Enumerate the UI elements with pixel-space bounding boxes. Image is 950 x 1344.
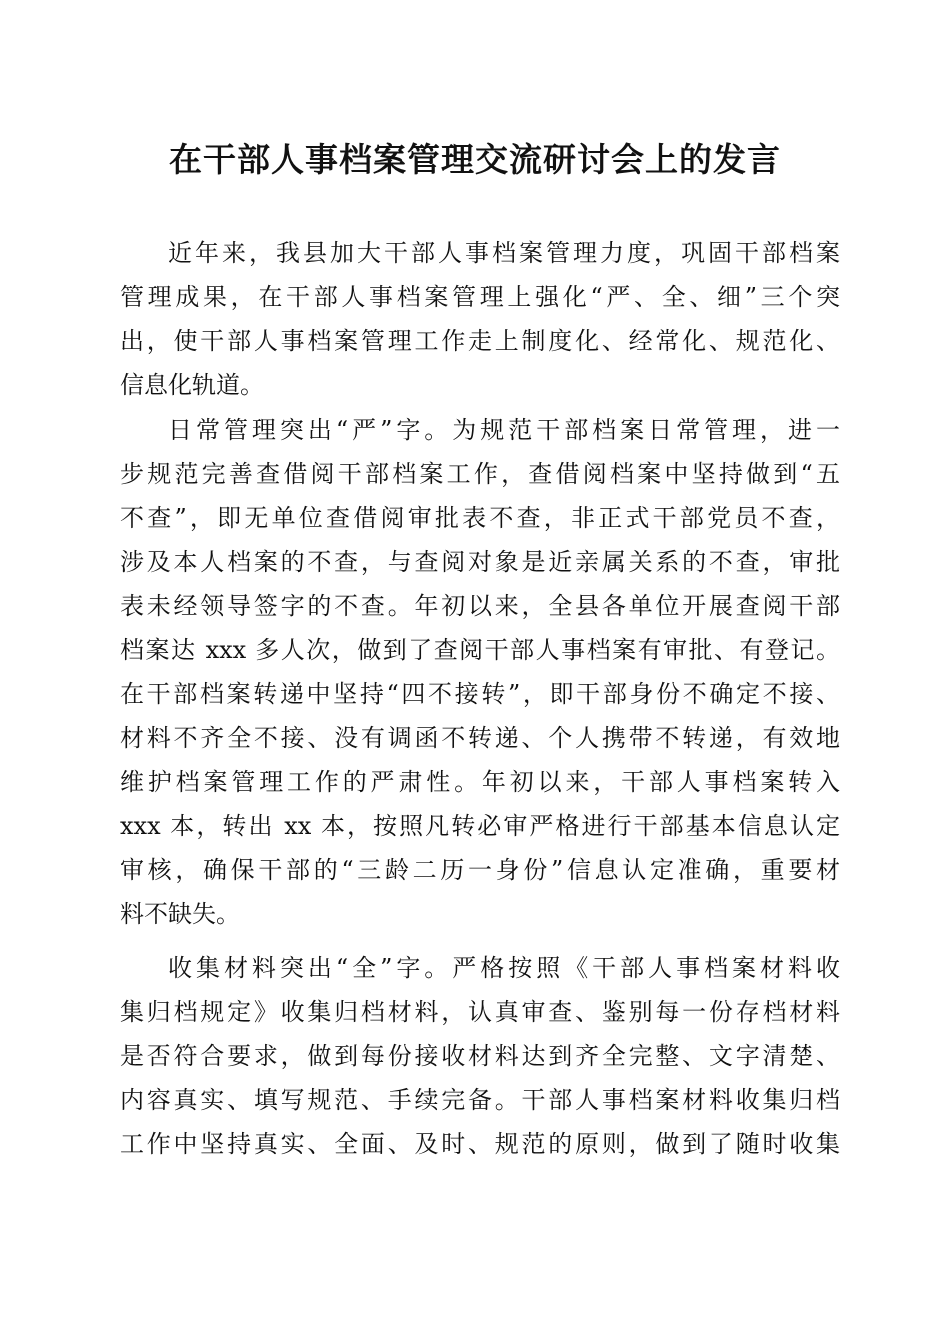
paragraph-2-line-5: 表未经领导签字的不查。年初以来，全县各单位开展查阅干部 (120, 592, 840, 620)
paragraph-3-line-4: 内容真实、填写规范、手续完备。干部人事档案材料收集归档 (120, 1086, 840, 1114)
paragraph-1-line-1: 近年来，我县加大干部人事档案管理力度，巩固干部档案 (168, 239, 840, 267)
paragraph-2-line-6: 档案达 xxx 多人次，做到了查阅干部人事档案有审批、有登记。 (120, 636, 840, 664)
paragraph-2-line-7: 在干部档案转递中坚持“四不接转”，即干部身份不确定不接、 (120, 680, 840, 708)
paragraph-2-line-8: 材料不齐全不接、没有调函不转递、个人携带不转递，有效地 (120, 724, 840, 752)
document-title: 在干部人事档案管理交流研讨会上的发言 (169, 140, 781, 179)
paragraph-2-line-1: 日常管理突出“严”字。为规范干部档案日常管理，进一 (168, 416, 840, 444)
paragraph-2-line-4: 涉及本人档案的不查，与查阅对象是近亲属关系的不查，审批 (120, 548, 840, 576)
paragraph-2-line-9: 维护档案管理工作的严肃性。年初以来，干部人事档案转入 (120, 768, 840, 796)
paragraph-3-line-5: 工作中坚持真实、全面、及时、规范的原则，做到了随时收集 (120, 1130, 840, 1158)
paragraph-2-line-3: 不查”，即无单位查借阅审批表不查，非正式干部党员不查， (120, 504, 840, 532)
paragraph-3-line-3: 是否符合要求，做到每份接收材料达到齐全完整、文字清楚、 (120, 1042, 840, 1070)
paragraph-2-line-2: 步规范完善查借阅干部档案工作，查借阅档案中坚持做到“五 (120, 460, 840, 488)
paragraph-2-line-10: xxx 本，转出 xx 本，按照凡转必审严格进行干部基本信息认定 (120, 812, 840, 840)
paragraph-1-line-3: 出，使干部人事档案管理工作走上制度化、经常化、规范化、 (120, 327, 840, 355)
paragraph-2-line-12: 料不缺失。 (120, 900, 240, 928)
paragraph-2-line-11: 审核，确保干部的“三龄二历一身份”信息认定准确，重要材 (120, 856, 840, 884)
paragraph-3-line-1: 收集材料突出“全”字。严格按照《干部人事档案材料收 (168, 954, 840, 982)
paragraph-3-line-2: 集归档规定》收集归档材料，认真审查、鉴别每一份存档材料 (120, 998, 840, 1026)
paragraph-1-line-2: 管理成果，在干部人事档案管理上强化“严、全、细”三个突 (120, 283, 840, 311)
paragraph-1-line-4: 信息化轨道。 (120, 371, 264, 399)
